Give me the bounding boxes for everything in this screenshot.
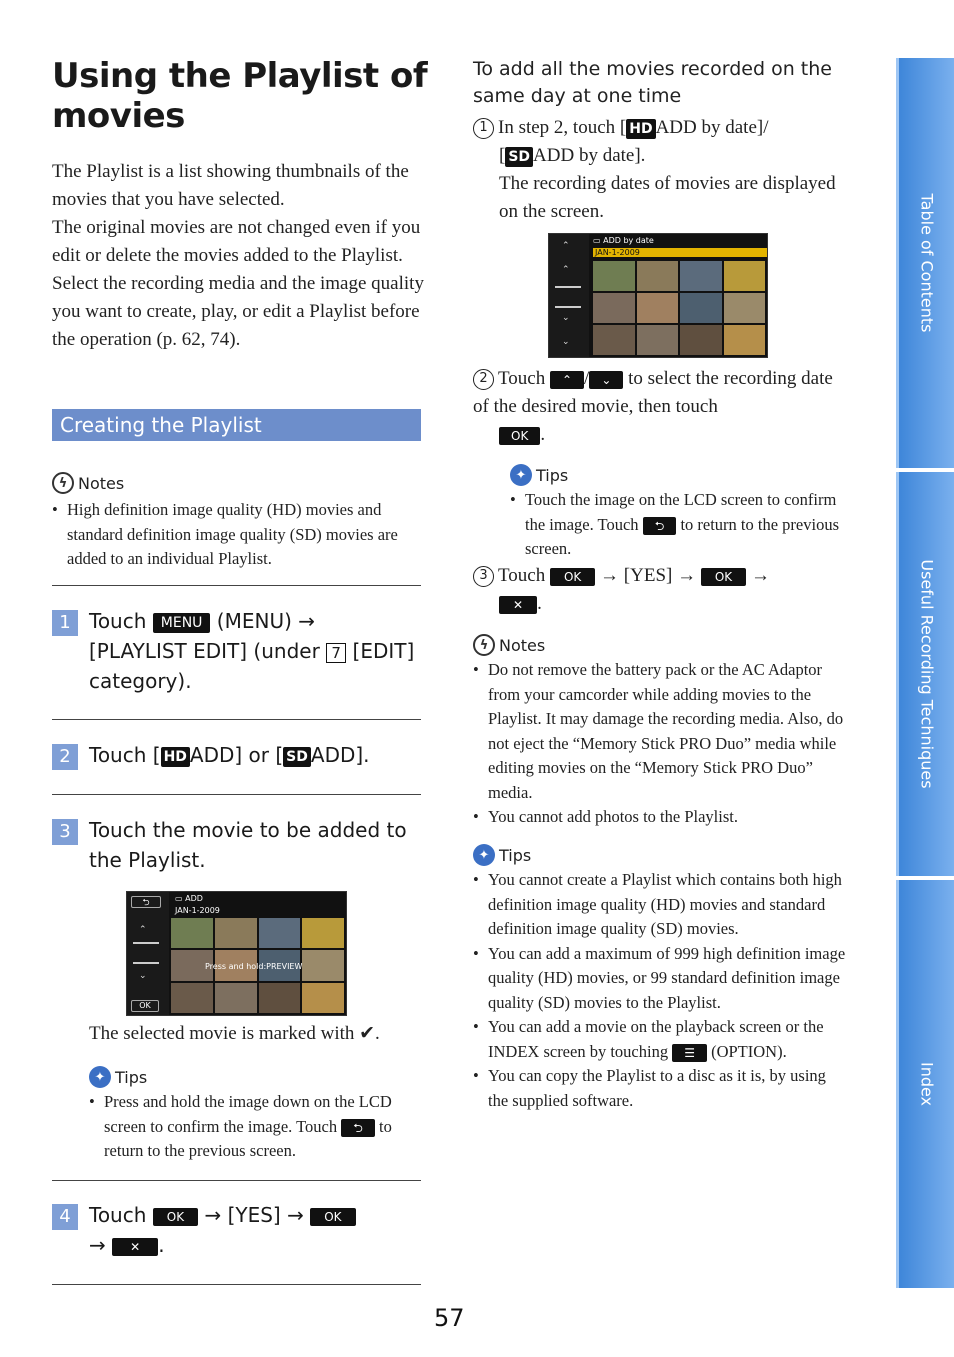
- ok-button[interactable]: OK: [131, 1000, 159, 1012]
- list-item: • You cannot create a Playlist which contains both high definition image quality (HD) movies and standard definition image quality (SD) movies.: [473, 868, 847, 942]
- close-button[interactable]: ✕: [499, 596, 537, 614]
- screen-sidebar: [127, 892, 169, 1015]
- arrow-icon: →: [287, 1203, 304, 1227]
- tab-table-of-contents[interactable]: [896, 58, 954, 468]
- tips-heading: [89, 1066, 419, 1088]
- lightbulb-icon: ✦: [510, 464, 532, 486]
- step-text: Touch the movie to be added to the Playlist.: [89, 818, 407, 872]
- page-title: Using the Playlist of movies: [52, 56, 428, 136]
- selected-text: The selected movie is marked with ✔.: [89, 1023, 380, 1044]
- thumbnail[interactable]: [724, 293, 766, 323]
- thumbnail[interactable]: [215, 918, 257, 948]
- ok-button[interactable]: OK: [499, 427, 540, 445]
- step-circle: 1: [473, 118, 494, 139]
- list-item: • You cannot add photos to the Playlist.: [473, 805, 847, 830]
- scroll-up-icon[interactable]: ⌃: [562, 264, 570, 274]
- substep-3: 3 Touch OK → [YES] → OK → ✕ .: [473, 562, 845, 618]
- scroll-down-icon[interactable]: ⌄: [562, 312, 570, 322]
- screen-header-text: ADD by date: [603, 236, 654, 245]
- thumbnail[interactable]: [680, 293, 722, 323]
- list-item: [473, 1015, 847, 1064]
- tab-label: Useful Recording Techniques: [917, 559, 936, 789]
- arrow-icon: →: [204, 1203, 222, 1227]
- prev-date-icon[interactable]: ⌃: [550, 371, 584, 389]
- lightbulb-icon: ✦: [89, 1066, 111, 1088]
- yes-label: [YES]: [623, 565, 673, 586]
- divider: [52, 794, 421, 795]
- thumbnail[interactable]: [302, 918, 344, 948]
- substep-text: Touch: [498, 565, 546, 586]
- substep-text: /: [584, 368, 590, 389]
- hd-icon[interactable]: HD: [626, 119, 655, 139]
- thumbnail[interactable]: [593, 261, 635, 291]
- sd-icon[interactable]: SD: [505, 147, 533, 167]
- ok-button[interactable]: OK: [153, 1208, 198, 1226]
- substep-text: [: [499, 145, 506, 166]
- divider: [52, 1180, 421, 1181]
- list-item: • You can copy the Playlist to a disc as it is, by using the supplied software.: [473, 1064, 847, 1113]
- divider: [52, 719, 421, 720]
- tip-text: You can add a movie on the playback screen or the INDEX screen by touching: [488, 1017, 824, 1061]
- sd-add-icon[interactable]: SD: [283, 747, 311, 767]
- step-word: [EDIT] category).: [89, 639, 415, 693]
- thumbnail[interactable]: [680, 325, 722, 355]
- thumbnail[interactable]: [637, 261, 679, 291]
- thumbnail[interactable]: [593, 293, 635, 323]
- substep-text: In step 2, touch [: [498, 117, 627, 138]
- list-icon: [133, 942, 159, 964]
- right-tips-1: [510, 464, 846, 562]
- tips-label: Tips: [536, 465, 569, 485]
- tips-heading: [510, 464, 846, 486]
- tips-label: Tips: [115, 1067, 148, 1087]
- notes-icon: ϟ: [473, 634, 495, 656]
- ok-button[interactable]: OK: [310, 1208, 355, 1226]
- divider: [52, 585, 421, 586]
- substep-text: ADD by date].: [533, 145, 646, 166]
- tip-text: Touch the image on the LCD screen to confirm the image. Touch: [525, 490, 837, 534]
- thumbnail-grid: [593, 261, 765, 355]
- step-word: [PLAYLIST EDIT] (under: [89, 639, 320, 663]
- step-4: [52, 1200, 424, 1260]
- screen-date: JAN-1-2009: [175, 906, 220, 915]
- substep-text: ADD by date]/: [655, 117, 769, 138]
- tip-text: to return to the previous screen.: [525, 514, 839, 558]
- ok-button[interactable]: OK: [550, 568, 595, 586]
- tips-label: Tips: [499, 845, 532, 865]
- substep-text: The recording dates of movies are displayed on the screen.: [499, 173, 836, 222]
- arrow-icon: →: [298, 609, 316, 633]
- intro-paragraph: Select the recording media and the image quality you want to create, play, or edit a Playlist before the operation (p. 62, 74).: [52, 273, 424, 350]
- left-tips: [89, 1066, 419, 1164]
- scroll-bottom-icon[interactable]: ⌄: [562, 336, 570, 346]
- tab-label: Index: [917, 1061, 936, 1107]
- tab-index[interactable]: [896, 880, 954, 1288]
- tips-heading: [473, 844, 847, 866]
- thumbnail[interactable]: [637, 293, 679, 323]
- intro-paragraph: The Playlist is a list showing thumbnails of the movies that you have selected.: [52, 161, 409, 210]
- scroll-up-icon[interactable]: ⌃: [139, 924, 147, 934]
- thumbnail[interactable]: [171, 983, 213, 1013]
- substep-2: 2 Touch ⌃ / ⌄ to select the recording date of the desired movie, then touch OK .: [473, 368, 833, 445]
- scroll-top-icon[interactable]: ⌃: [562, 240, 570, 250]
- thumbnail[interactable]: [637, 325, 679, 355]
- tip-text: Press and hold the image down on the LCD screen to confirm the image. Touch: [104, 1092, 392, 1136]
- lcd-screenshot-add-by-date: [548, 233, 768, 358]
- step-word: Touch: [89, 609, 147, 633]
- right-notes: [473, 634, 847, 830]
- step-word: Touch [: [89, 743, 161, 767]
- tips-list: [89, 1090, 419, 1164]
- notes-label: Notes: [499, 635, 546, 655]
- screen-header: ▭ ADD: [175, 894, 203, 903]
- notes-label: Notes: [78, 473, 125, 493]
- ok-button[interactable]: OK: [701, 568, 746, 586]
- substep-text: to select the recording date of the desired movie, then touch: [473, 368, 833, 417]
- edit-category-icon: 7: [326, 643, 346, 663]
- return-icon[interactable]: ⮌: [643, 517, 677, 535]
- close-button[interactable]: ✕: [112, 1238, 158, 1256]
- next-date-icon[interactable]: ⌄: [589, 371, 623, 389]
- notes-icon: ϟ: [52, 472, 74, 494]
- divider: [52, 1284, 421, 1285]
- notes-heading: [473, 634, 847, 656]
- page-number: 57: [434, 1304, 465, 1332]
- thumbnail[interactable]: [215, 983, 257, 1013]
- screen-sidebar: [549, 234, 589, 357]
- lightbulb-icon: ✦: [473, 844, 495, 866]
- step-number: 3: [52, 819, 78, 845]
- thumbnail[interactable]: [302, 983, 344, 1013]
- scroll-down-icon[interactable]: ⌄: [139, 970, 147, 980]
- preview-overlay: Press and hold:PREVIEW: [205, 962, 303, 971]
- list-item: • You can add a maximum of 999 high definition image quality (HD) movies, or 99 standard definition image quality (SD) movies to the Playlist.: [473, 942, 847, 1016]
- notes-list: [473, 658, 847, 830]
- intro-text: [52, 158, 424, 354]
- right-tips-2: [473, 844, 847, 1113]
- thumbnail[interactable]: [259, 983, 301, 1013]
- step-number: 1: [52, 610, 78, 636]
- return-icon[interactable]: ⮌: [341, 1119, 375, 1137]
- step-text: [89, 740, 370, 770]
- thumbnail[interactable]: [724, 325, 766, 355]
- left-notes: [52, 472, 424, 572]
- list-item: • Do not remove the battery pack or the AC Adaptor from your camcorder while adding movies to the Playlist. It may damage the recording media. Also, do not eject the “Memory Stick PRO Duo” media while editing movies on the “Memory Stick PRO Duo” media.: [473, 658, 847, 805]
- list-icon: [555, 286, 581, 308]
- substep-text: Touch: [498, 368, 546, 389]
- arrow-icon: →: [89, 1233, 106, 1257]
- step-circle: 3: [473, 566, 494, 587]
- list-item: [89, 1090, 419, 1164]
- arrow-icon: →: [677, 565, 697, 586]
- thumbnail[interactable]: [171, 918, 213, 948]
- tips-list: [473, 868, 847, 1113]
- yes-label: [YES]: [227, 1203, 281, 1227]
- arrow-icon: →: [750, 565, 770, 586]
- menu-button[interactable]: MENU: [153, 613, 211, 633]
- tab-useful-recording-techniques[interactable]: [896, 472, 954, 876]
- option-icon[interactable]: ☰: [672, 1044, 707, 1062]
- thumbnail[interactable]: [593, 325, 635, 355]
- step-1: [52, 606, 424, 696]
- step-circle: 2: [473, 369, 494, 390]
- arrow-icon: →: [600, 565, 620, 586]
- thumbnail[interactable]: [259, 918, 301, 948]
- step-3: [52, 815, 424, 875]
- step-number: 4: [52, 1204, 78, 1230]
- back-icon[interactable]: ⮌: [131, 896, 161, 908]
- step-number: 2: [52, 744, 78, 770]
- list-item: • High definition image quality (HD) movies and standard definition image quality (SD) movies are added to an individual Playlist.: [52, 498, 424, 572]
- tab-label: Table of Contents: [917, 193, 936, 333]
- screen-header-text: ADD: [185, 894, 203, 903]
- substep-1: [473, 114, 845, 226]
- step-text: Touch OK → [YES] → OK → ✕ .: [89, 1200, 356, 1260]
- tip-text: (OPTION).: [711, 1041, 787, 1061]
- lcd-screenshot-add: [126, 891, 347, 1016]
- intro-paragraph: The original movies are not changed even if you edit or delete the movies added to the Playlist.: [52, 217, 421, 266]
- thumbnail[interactable]: [724, 261, 766, 291]
- step-word: ADD].: [310, 743, 370, 767]
- tip-text: to return to the previous screen.: [104, 1116, 392, 1160]
- screen-date[interactable]: JAN-1-2009: [593, 248, 767, 257]
- step-word: ADD] or [: [189, 743, 284, 767]
- list-item: [510, 488, 846, 562]
- thumbnail[interactable]: [302, 950, 344, 980]
- screen-header: ▭ ADD by date: [593, 236, 654, 245]
- subsection-heading: To add all the movies recorded on the same day at one time: [473, 58, 832, 107]
- section-heading: Creating the Playlist: [52, 409, 421, 441]
- hd-add-icon[interactable]: HD: [161, 747, 190, 767]
- tips-list: [510, 488, 846, 562]
- step-word: (MENU): [216, 609, 292, 633]
- notes-heading: [52, 472, 424, 494]
- thumbnail[interactable]: [680, 261, 722, 291]
- step-word: Touch: [89, 1203, 147, 1227]
- step-text: [89, 606, 424, 696]
- step-2: [52, 740, 424, 770]
- notes-list: [52, 498, 424, 572]
